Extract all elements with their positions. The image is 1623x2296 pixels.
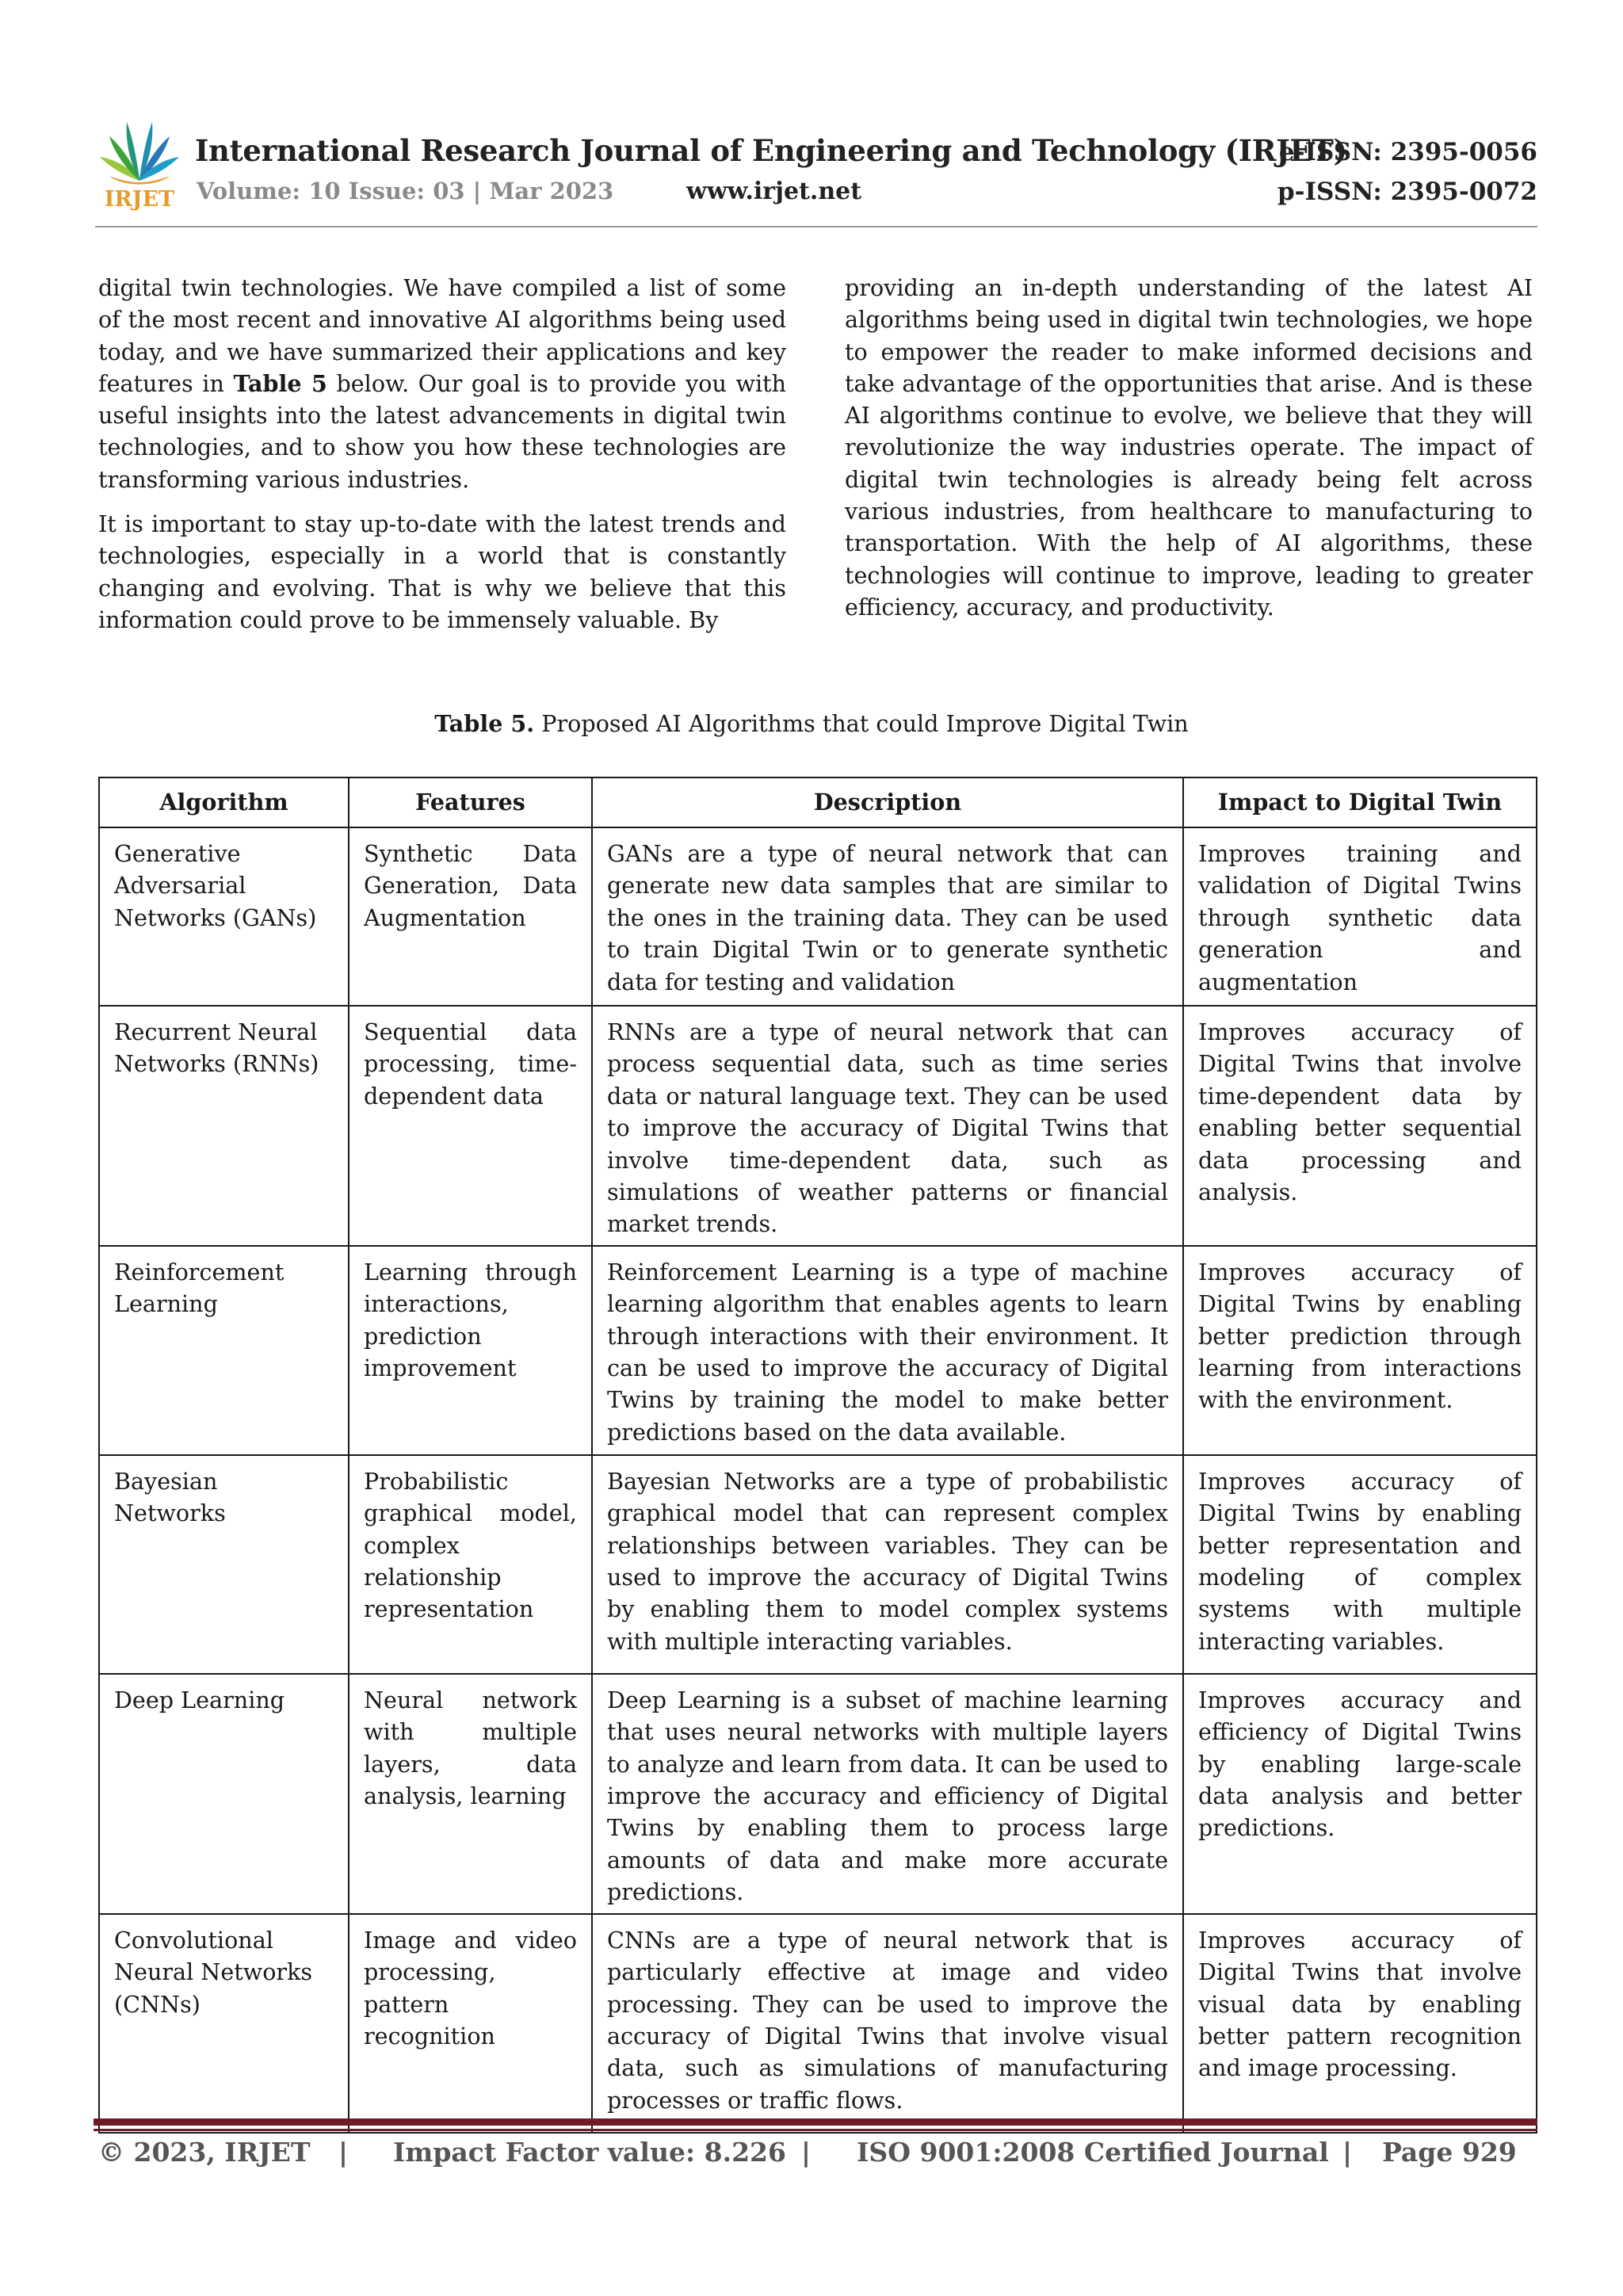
table-row xyxy=(99,1006,1537,1246)
impact-cell: Improves accuracy and efficiency of Digital Twins by enabling large-scale data analysis and better predictions. xyxy=(1183,1674,1537,1914)
description-cell: GANs are a type of neural network that can generate new data samples that are similar to the ones in the training data. They can be used to train Digital Twin or to generate synthetic data for testing and validation xyxy=(592,827,1183,1006)
algorithm-cell: Convolutional Neural Networks (CNNs) xyxy=(99,1914,349,2133)
paragraph-text: digital twin technologies. We have compiled a list of some of the most recent and innovative AI algorithms being used today, and we have summarized their applications and key features in xyxy=(98,274,786,397)
impact-factor: Impact Factor value: 8.226 xyxy=(393,2137,786,2168)
footer-separator: | xyxy=(801,2137,812,2168)
page-number: Page 929 xyxy=(1382,2137,1517,2168)
description-cell: CNNs are a type of neural network that is particularly effective at image and video processing. They can be used to improve the accuracy of Digital Twins that involve visual data, such as simulations of manufacturing processes or traffic flows. xyxy=(592,1914,1183,2133)
table-row xyxy=(99,1455,1537,1674)
pissn: p-ISSN: 2395-0072 xyxy=(1277,178,1537,206)
page-header xyxy=(95,117,1537,228)
description-cell: Deep Learning is a subset of machine learning that uses neural networks with multiple layers to analyze and learn from data. It can be used to improve the accuracy and efficiency of Digital Twins by enabling them to process large amounts of data and make more accurate predictions. xyxy=(592,1674,1183,1914)
logo-leaves-icon xyxy=(100,122,179,185)
paragraph-text: below. Our goal is to provide you with useful insights into the latest advancements in digital twin technologies, and to show you how these technologies are transforming various industries. xyxy=(98,369,786,493)
table-row xyxy=(99,827,1537,1006)
iso-certification: ISO 9001:2008 Certified Journal xyxy=(857,2137,1329,2168)
paragraph: It is important to stay up-to-date with the latest trends and technologies, especially in a world that is constantly changing and evolving. That is why we believe that this information could prove to be immensely valuable. By xyxy=(98,510,786,633)
table-caption-text: Proposed AI Algorithms that could Improve Digital Twin xyxy=(534,710,1189,737)
column-header: Features xyxy=(349,777,592,827)
paragraph xyxy=(98,272,786,495)
irjet-logo xyxy=(95,117,184,211)
journal-title: International Research Journal of Engineering and Technology (IRJET) xyxy=(195,133,1347,168)
column-header: Description xyxy=(592,777,1183,827)
copyright: © 2023, IRJET xyxy=(98,2137,311,2168)
eissn: e-ISSN: 2395-0056 xyxy=(1278,138,1537,166)
footer-divider xyxy=(94,2118,1537,2126)
column-header: Algorithm xyxy=(99,777,349,827)
features-cell: Image and video processing, pattern recognition xyxy=(349,1914,592,2133)
journal-website-link[interactable]: www.irjet.net xyxy=(686,178,862,205)
algorithm-cell: Deep Learning xyxy=(99,1674,349,1914)
table-row xyxy=(99,1914,1537,2133)
algorithm-cell: Bayesian Networks xyxy=(99,1455,349,1674)
footer-separator: | xyxy=(1342,2137,1353,2168)
column-header: Impact to Digital Twin xyxy=(1183,777,1537,827)
footer-divider-thin xyxy=(94,2129,1537,2131)
table-row xyxy=(99,1674,1537,1914)
paragraph: providing an in-depth understanding of the latest AI algorithms being used in digital twin technologies, we hope to empower the reader to make informed decisions and take advantage of the opportunities that arise. And is these AI algorithms continue to evolve, we believe that they will revolutionize the way industries operate. The impact of digital twin technologies is already being felt across various industries, from healthcare to manufacturing to transportation. With the help of AI algorithms, these technologies will continue to improve, leading to greater efficiency, accuracy, and productivity. xyxy=(845,274,1533,621)
algorithm-cell: Recurrent Neural Networks (RNNs) xyxy=(99,1006,349,1246)
table-header-row xyxy=(99,777,1537,827)
algorithm-cell: Reinforcement Learning xyxy=(99,1246,349,1455)
footer-separator: | xyxy=(338,2137,349,2168)
features-cell: Learning through interactions, prediction improvement xyxy=(349,1246,592,1455)
algorithms-table xyxy=(98,777,1536,2134)
table-reference-link[interactable]: Table 5 xyxy=(233,369,327,397)
algorithm-cell: Generative Adversarial Networks (GANs) xyxy=(99,827,349,1006)
logo-text: IRJET xyxy=(104,187,175,211)
impact-cell: Improves accuracy of Digital Twins that involve time-dependent data by enabling better sequential data processing and analysis. xyxy=(1183,1006,1537,1246)
left-column xyxy=(98,272,786,648)
features-cell: Sequential data processing, time-dependent data xyxy=(349,1006,592,1246)
impact-cell: Improves accuracy of Digital Twins by enabling better representation and modeling of complex systems with multiple interacting variables. xyxy=(1183,1455,1537,1674)
impact-cell: Improves accuracy of Digital Twins by enabling better prediction through learning from interactions with the environment. xyxy=(1183,1246,1537,1455)
features-cell: Probabilistic graphical model, complex relationship representation xyxy=(349,1455,592,1674)
impact-cell: Improves accuracy of Digital Twins that involve visual data by enabling better pattern recognition and image processing. xyxy=(1183,1914,1537,2133)
right-column xyxy=(845,272,1533,636)
description-cell: RNNs are a type of neural network that can process sequential data, such as time series data or natural language text. They can be used to improve the accuracy of Digital Twins that involve time-dependent data, such as simulations of weather patterns or financial market trends. xyxy=(592,1006,1183,1246)
table-caption-label: Table 5. xyxy=(434,710,535,737)
header-divider xyxy=(95,226,1537,227)
table-row xyxy=(99,1246,1537,1455)
impact-cell: Improves training and validation of Digital Twins through synthetic data generation and augmentation xyxy=(1183,827,1537,1006)
features-cell: Synthetic Data Generation, Data Augmentation xyxy=(349,827,592,1006)
page-footer xyxy=(98,2137,1536,2176)
features-cell: Neural network with multiple layers, data analysis, learning xyxy=(349,1674,592,1914)
description-cell: Bayesian Networks are a type of probabilistic graphical model that can represent complex relationships between variables. They can be used to improve the accuracy of Digital Twins by enabling them to model complex systems with multiple interacting variables. xyxy=(592,1455,1183,1674)
description-cell: Reinforcement Learning is a type of machine learning algorithm that enables agents to learn through interactions with their environment. It can be used to improve the accuracy of Digital Twins by training the model to make better predictions based on the data available. xyxy=(592,1246,1183,1455)
volume-issue: Volume: 10 Issue: 03 | Mar 2023 xyxy=(197,178,614,204)
table-caption xyxy=(0,710,1623,737)
